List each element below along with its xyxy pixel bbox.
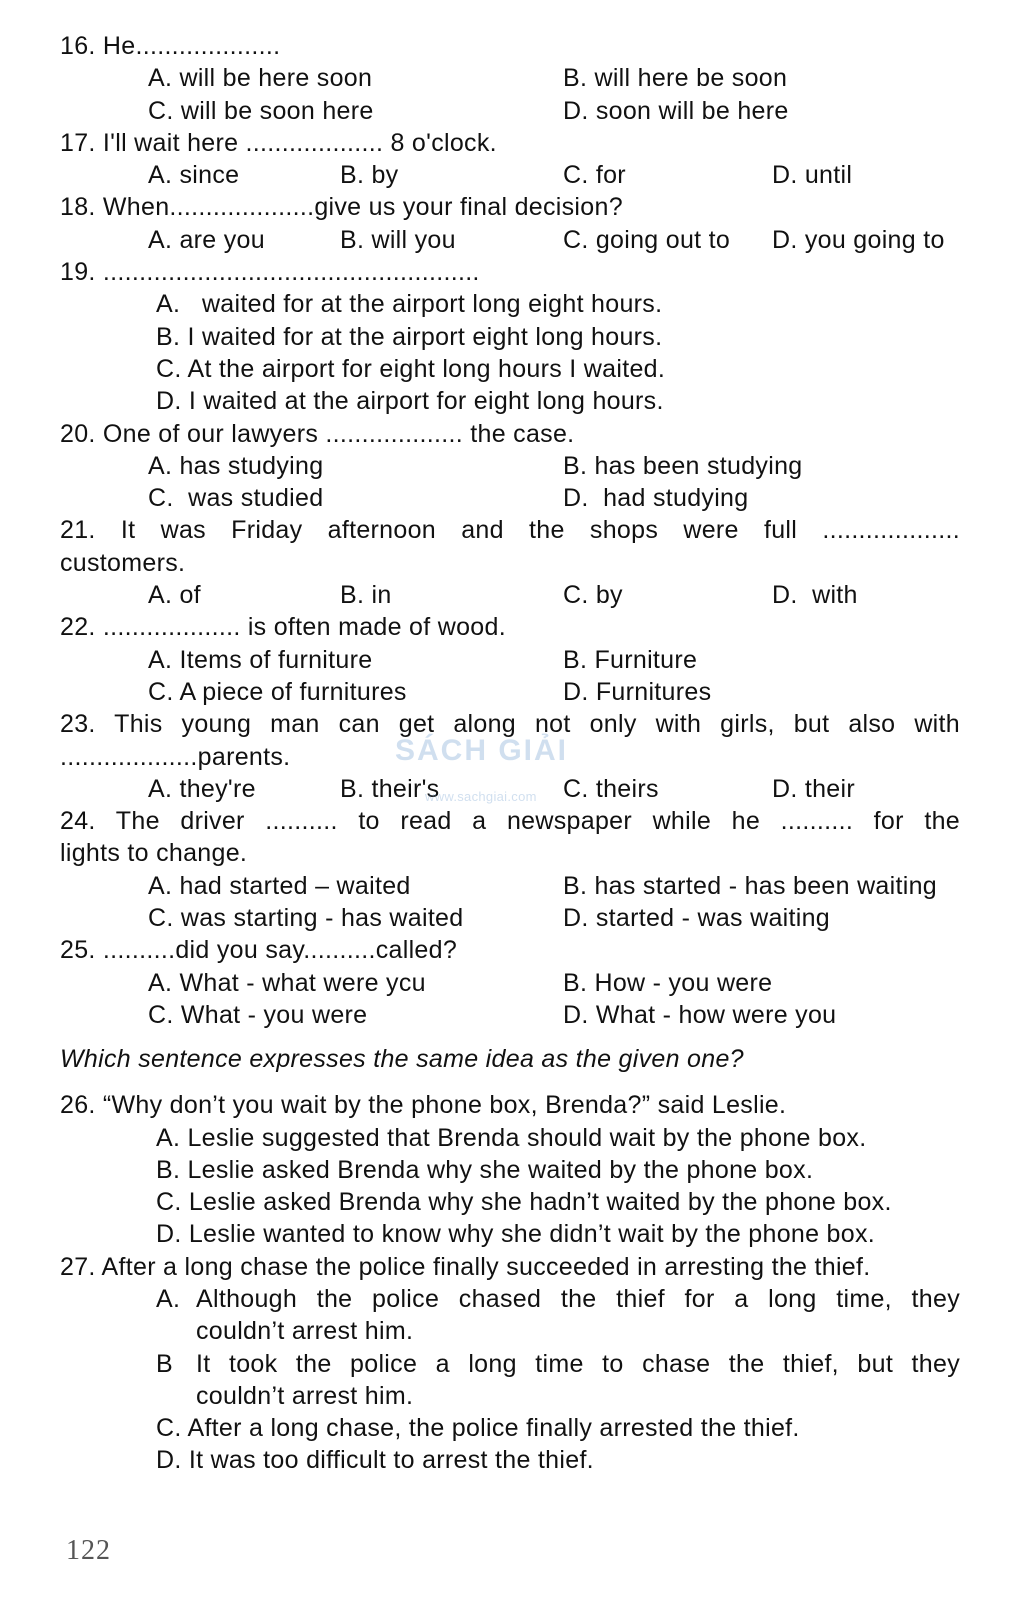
option-22-c[interactable]: C. A piece of furnitures	[148, 677, 407, 706]
option-27-a-letter: A.	[156, 1284, 181, 1313]
question-22-options-row-1	[60, 644, 980, 676]
option-21-d[interactable]: D. with	[772, 581, 858, 610]
option-25-d[interactable]: D. What - how were you	[563, 1000, 837, 1029]
option-25-b[interactable]: B. How - you were	[563, 968, 773, 997]
option-27-b-line-2: couldn’t arrest him.	[196, 1381, 414, 1410]
option-27-a-line-1: Although the police chased the thief for a long time, they	[196, 1284, 960, 1313]
option-27-d[interactable]: D. It was too difficult to arrest the thief.	[156, 1446, 594, 1475]
question-18-stem: 18. When....................give us your final decision?	[60, 193, 623, 222]
option-27-b-line-1: It took the police a long time to chase the thief, but they	[196, 1349, 960, 1378]
question-24-options-row-2	[60, 902, 980, 934]
question-24-stem-line-1: 24. The driver .......... to read a newspaper while he .......... for the	[60, 807, 960, 836]
option-27-b-letter: B	[156, 1349, 173, 1378]
option-26-a[interactable]: A. Leslie suggested that Brenda should wait by the phone box.	[156, 1123, 867, 1152]
option-21-b[interactable]: B. in	[340, 581, 392, 610]
option-21-a[interactable]: A. of	[148, 581, 201, 610]
option-26-d[interactable]: D. Leslie wanted to know why she didn’t wait by the phone box.	[156, 1220, 876, 1249]
option-16-b[interactable]: B. will here be soon	[563, 64, 788, 93]
option-26-b[interactable]: B. Leslie asked Brenda why she waited by the phone box.	[156, 1155, 814, 1184]
question-24-stem-line-2: lights to change.	[60, 839, 248, 868]
question-17-stem: 17. I'll wait here ................... 8 o'clock.	[60, 128, 497, 157]
option-19-b[interactable]: B. I waited for at the airport eight long hours.	[156, 322, 663, 351]
question-26-stem: 26. “Why don’t you wait by the phone box, Brenda?” said Leslie.	[60, 1091, 787, 1120]
question-21-stem-line-2: customers.	[60, 548, 186, 577]
option-22-b[interactable]: B. Furniture	[563, 645, 698, 674]
option-27-c[interactable]: C. After a long chase, the police finally arrested the thief.	[156, 1414, 800, 1443]
option-20-d[interactable]: D. had studying	[563, 484, 749, 513]
option-19-d[interactable]: D. I waited at the airport for eight long hours.	[156, 387, 664, 416]
question-20-options-row-2	[60, 482, 980, 514]
option-22-d[interactable]: D. Furnitures	[563, 677, 712, 706]
question-22-stem: 22. ................... is often made of wood.	[60, 613, 506, 642]
watermark-url: www.sachgiai.com	[425, 789, 537, 804]
option-23-a[interactable]: A. they're	[148, 774, 256, 803]
question-21-stem-line-1: 21. It was Friday afternoon and the shops were full ...................	[60, 516, 960, 545]
option-23-c[interactable]: C. theirs	[563, 774, 659, 803]
question-19-stem: 19. ....................................................	[60, 258, 480, 287]
option-18-b[interactable]: B. will you	[340, 225, 456, 254]
option-17-c[interactable]: C. for	[563, 161, 626, 190]
option-25-a[interactable]: A. What - what were ycu	[148, 968, 426, 997]
page-number: 122	[66, 1535, 111, 1566]
option-19-a[interactable]: A. waited for at the airport long eight hours.	[156, 290, 663, 319]
option-18-d[interactable]: D. you going to	[772, 225, 945, 254]
option-20-c[interactable]: C. was studied	[148, 484, 324, 513]
option-24-b[interactable]: B. has started - has been waiting	[563, 871, 937, 900]
option-26-c[interactable]: C. Leslie asked Brenda why she hadn’t waited by the phone box.	[156, 1188, 892, 1217]
question-20-options-row-1	[60, 450, 980, 482]
question-27-stem: 27. After a long chase the police finally succeeded in arresting the thief.	[60, 1252, 871, 1281]
question-25-stem: 25. ..........did you say..........called?	[60, 936, 458, 965]
question-21-options	[60, 579, 980, 611]
option-23-d[interactable]: D. their	[772, 774, 855, 803]
option-16-c[interactable]: C. will be soon here	[148, 96, 374, 125]
option-16-a[interactable]: A. will be here soon	[148, 64, 373, 93]
option-20-b[interactable]: B. has been studying	[563, 451, 803, 480]
option-25-c[interactable]: C. What - you were	[148, 1000, 368, 1029]
question-18-options	[60, 224, 980, 256]
question-17-options	[60, 159, 980, 191]
option-20-a[interactable]: A. has studying	[148, 451, 324, 480]
option-27-a-continuation	[60, 1315, 980, 1347]
option-24-a[interactable]: A. had started – waited	[148, 871, 411, 900]
option-19-c[interactable]: C. At the airport for eight long hours I waited.	[156, 354, 666, 383]
option-17-a[interactable]: A. since	[148, 161, 240, 190]
option-18-a[interactable]: A. are you	[148, 225, 265, 254]
question-16-options-row-2	[60, 95, 980, 127]
option-27-b[interactable]	[60, 1348, 980, 1380]
question-25-options-row-2	[60, 999, 980, 1031]
option-27-a[interactable]	[60, 1283, 980, 1315]
option-21-c[interactable]: C. by	[563, 581, 623, 610]
option-23-b[interactable]: B. their's	[340, 774, 440, 803]
question-23-stem-line-1: 23. This young man can get along not only with girls, but also with	[60, 710, 960, 739]
option-24-c[interactable]: C. was starting - has waited	[148, 904, 464, 933]
option-17-d[interactable]: D. until	[772, 161, 853, 190]
option-18-c[interactable]: C. going out to	[563, 225, 731, 254]
question-16-options-row-1	[60, 62, 980, 94]
option-27-b-continuation	[60, 1380, 980, 1412]
option-24-d[interactable]: D. started - was waiting	[563, 904, 831, 933]
watermark-title: SÁCH GIẢI	[395, 734, 569, 767]
exercise-page	[60, 30, 980, 1477]
question-23-stem-line-2: ...................parents.	[60, 742, 291, 771]
option-27-a-line-2: couldn’t arrest him.	[196, 1317, 414, 1346]
question-20-stem: 20. One of our lawyers ................... the case.	[60, 419, 575, 448]
question-24-options-row-1	[60, 870, 980, 902]
option-17-b[interactable]: B. by	[340, 161, 399, 190]
question-23-options	[60, 773, 980, 805]
section-instruction: Which sentence expresses the same idea as the given one?	[60, 1045, 744, 1074]
option-22-a[interactable]: A. Items of furniture	[148, 645, 373, 674]
option-16-d[interactable]: D. soon will be here	[563, 96, 789, 125]
question-16-stem: 16. He....................	[60, 32, 281, 60]
question-22-options-row-2	[60, 676, 980, 708]
question-25-options-row-1	[60, 967, 980, 999]
